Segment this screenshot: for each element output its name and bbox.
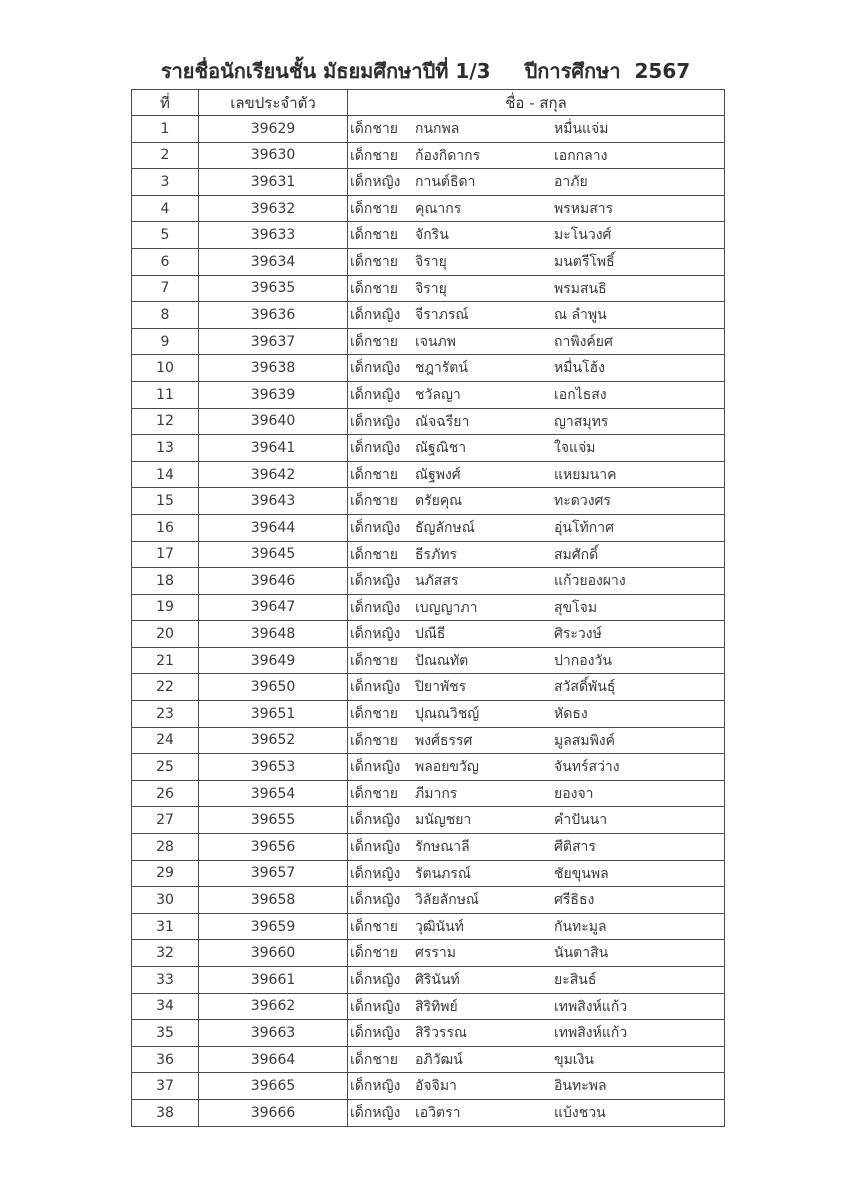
name-prefix: เด็กชาย xyxy=(350,732,398,749)
student-id: 39633 xyxy=(199,222,348,249)
last-name: ยะสินธ์ xyxy=(554,972,597,988)
row-number: 13 xyxy=(132,435,199,462)
first-name: ชวัลญา xyxy=(415,386,461,403)
first-name: ธัญลักษณ์ xyxy=(415,519,475,536)
first-name: จักริน xyxy=(415,227,449,244)
student-name-cell xyxy=(348,195,725,222)
row-number: 31 xyxy=(132,913,199,940)
student-id: 39643 xyxy=(199,488,348,515)
row-number: 36 xyxy=(132,1046,199,1073)
first-name: ณัฐณิชา xyxy=(415,440,467,457)
page-title xyxy=(0,55,851,87)
first-name: เจนภพ xyxy=(415,333,457,350)
student-id: 39636 xyxy=(199,302,348,329)
student-name-cell xyxy=(348,435,725,462)
header-student-id: เลขประจำตัว xyxy=(199,90,348,116)
row-number: 8 xyxy=(132,302,199,329)
row-number: 28 xyxy=(132,834,199,861)
last-name: นันตาสิน xyxy=(554,945,609,962)
table-row xyxy=(132,195,725,222)
table-row xyxy=(132,727,725,754)
table-row xyxy=(132,461,725,488)
row-number: 7 xyxy=(132,275,199,302)
first-name: นภัสสร xyxy=(415,573,459,590)
last-name: แหยมนาค xyxy=(554,466,617,483)
first-name: กนกพล xyxy=(415,121,460,137)
last-name: ญาสมุทร xyxy=(554,413,609,430)
name-prefix: เด็กหญิง xyxy=(350,1078,401,1095)
student-name-cell xyxy=(348,116,725,143)
last-name: พรมสนธิ xyxy=(554,280,607,297)
row-number: 10 xyxy=(132,355,199,382)
table-row xyxy=(132,913,725,940)
student-id: 39630 xyxy=(199,142,348,169)
student-name-cell xyxy=(348,754,725,781)
first-name: สิริทิพย์ xyxy=(415,998,458,1015)
row-number: 20 xyxy=(132,621,199,648)
first-name: ตรัยคุณ xyxy=(415,493,463,510)
student-name-cell xyxy=(348,807,725,834)
table-row xyxy=(132,621,725,648)
student-name-cell xyxy=(348,834,725,861)
row-number: 24 xyxy=(132,727,199,754)
student-name-cell xyxy=(348,142,725,169)
last-name: ถาพิงค์ยศ xyxy=(554,333,613,350)
row-number: 3 xyxy=(132,169,199,196)
first-name: ณัฐพงศ์ xyxy=(415,466,461,483)
student-name-cell xyxy=(348,355,725,382)
student-name-cell xyxy=(348,1073,725,1100)
header-full-name: ชื่อ - สกุล xyxy=(348,90,725,116)
row-number: 27 xyxy=(132,807,199,834)
student-id: 39654 xyxy=(199,780,348,807)
row-number: 26 xyxy=(132,780,199,807)
first-name: จิรายุ xyxy=(415,253,447,270)
last-name: มนตรีโพธิ์ xyxy=(554,253,615,270)
name-prefix: เด็กชาย xyxy=(350,333,398,350)
student-id: 39655 xyxy=(199,807,348,834)
row-number: 16 xyxy=(132,514,199,541)
first-name: ณัจฉรียา xyxy=(415,413,470,430)
student-name-cell xyxy=(348,514,725,541)
table-row xyxy=(132,248,725,275)
table-row xyxy=(132,514,725,541)
table-row xyxy=(132,594,725,621)
table-row xyxy=(132,408,725,435)
last-name: หมื่นแจ่ม xyxy=(554,121,609,137)
last-name: ศีติสาร xyxy=(554,839,596,856)
student-id: 39640 xyxy=(199,408,348,435)
student-name-cell xyxy=(348,913,725,940)
name-prefix: เด็กชาย xyxy=(350,706,398,723)
row-number: 22 xyxy=(132,674,199,701)
student-name-cell xyxy=(348,275,725,302)
last-name: จันทร์สว่าง xyxy=(554,759,620,776)
table-row xyxy=(132,940,725,967)
name-prefix: เด็กชาย xyxy=(350,466,398,483)
first-name: ก้องกิดากร xyxy=(415,147,481,164)
row-number: 38 xyxy=(132,1099,199,1126)
table-row xyxy=(132,541,725,568)
student-id: 39646 xyxy=(199,568,348,595)
student-id: 39666 xyxy=(199,1099,348,1126)
name-prefix: เด็กชาย xyxy=(350,918,398,935)
student-roster-table xyxy=(131,89,725,1127)
student-id: 39642 xyxy=(199,461,348,488)
student-name-cell xyxy=(348,887,725,914)
first-name: อภิวัฒน์ xyxy=(415,1051,463,1068)
student-name-cell xyxy=(348,621,725,648)
last-name: เอกไธสง xyxy=(554,386,607,403)
row-number: 34 xyxy=(132,993,199,1020)
row-number: 9 xyxy=(132,328,199,355)
student-id: 39632 xyxy=(199,195,348,222)
row-number: 25 xyxy=(132,754,199,781)
name-prefix: เด็กหญิง xyxy=(350,626,401,643)
table-row xyxy=(132,780,725,807)
first-name: ปุณณวิชญ์ xyxy=(415,706,480,723)
row-number: 32 xyxy=(132,940,199,967)
first-name: เบญญาภา xyxy=(415,599,478,616)
student-name-cell xyxy=(348,1046,725,1073)
name-prefix: เด็กหญิง xyxy=(350,972,401,988)
student-id: 39629 xyxy=(199,116,348,143)
first-name: มนัญชยา xyxy=(415,812,472,829)
last-name: อินทะพล xyxy=(554,1078,607,1095)
row-number: 35 xyxy=(132,1020,199,1047)
student-id: 39631 xyxy=(199,169,348,196)
last-name: อุ่นโท้กาศ xyxy=(554,519,614,536)
student-name-cell xyxy=(348,940,725,967)
table-body xyxy=(132,116,725,1127)
table-row xyxy=(132,222,725,249)
name-prefix: เด็กหญิง xyxy=(350,865,401,882)
last-name: แบ้งชวน xyxy=(554,1104,606,1121)
first-name: กานต์ธิดา xyxy=(415,174,476,191)
first-name: รักษณาลี xyxy=(415,839,470,856)
name-prefix: เด็กชาย xyxy=(350,945,398,962)
row-number: 5 xyxy=(132,222,199,249)
first-name: คุณากร xyxy=(415,200,462,217)
row-number: 23 xyxy=(132,701,199,728)
table-row xyxy=(132,1020,725,1047)
table-row xyxy=(132,435,725,462)
student-name-cell xyxy=(348,169,725,196)
name-prefix: เด็กชาย xyxy=(350,147,398,164)
student-id: 39664 xyxy=(199,1046,348,1073)
row-number: 19 xyxy=(132,594,199,621)
first-name: ธีรภัทร xyxy=(415,546,458,563)
table-row xyxy=(132,1099,725,1126)
last-name: หมื่นโฮ้ง xyxy=(554,360,605,377)
name-prefix: เด็กหญิง xyxy=(350,307,401,324)
last-name: พรหมสาร xyxy=(554,200,614,217)
first-name: พงศ์ธรรศ xyxy=(415,732,473,749)
first-name: อัจจิมา xyxy=(415,1078,457,1095)
first-name: วุฒินันท์ xyxy=(415,918,464,935)
name-prefix: เด็กชาย xyxy=(350,493,398,510)
class-label: รายชื่อนักเรียนชั้น มัธยมศึกษาปีที่ 1/3 xyxy=(160,59,491,83)
student-name-cell xyxy=(348,488,725,515)
student-name-cell xyxy=(348,993,725,1020)
student-id: 39641 xyxy=(199,435,348,462)
student-name-cell xyxy=(348,461,725,488)
student-name-cell xyxy=(348,381,725,408)
student-id: 39647 xyxy=(199,594,348,621)
student-name-cell xyxy=(348,1020,725,1047)
first-name: ภีมากร xyxy=(415,785,458,802)
table-row xyxy=(132,116,725,143)
row-number: 15 xyxy=(132,488,199,515)
table-row xyxy=(132,328,725,355)
name-prefix: เด็กหญิง xyxy=(350,573,401,590)
student-name-cell xyxy=(348,408,725,435)
table-row xyxy=(132,302,725,329)
name-prefix: เด็กหญิง xyxy=(350,1025,401,1042)
last-name: สมศักดิ์ xyxy=(554,546,599,563)
student-id: 39634 xyxy=(199,248,348,275)
name-prefix: เด็กหญิง xyxy=(350,599,401,616)
first-name: ชฎารัตน์ xyxy=(415,360,468,377)
last-name: สุขโจม xyxy=(554,599,598,616)
academic-year-label: ปีการศึกษา 2567 xyxy=(524,59,691,83)
student-id: 39653 xyxy=(199,754,348,781)
last-name: กันทะมูล xyxy=(554,918,607,935)
name-prefix: เด็กหญิง xyxy=(350,679,401,696)
last-name: สวัสดิ์พันธุ์ xyxy=(554,679,616,696)
student-id: 39665 xyxy=(199,1073,348,1100)
student-name-cell xyxy=(348,701,725,728)
first-name: ปิยาพัชร xyxy=(415,679,467,696)
name-prefix: เด็กหญิง xyxy=(350,174,401,191)
student-id: 39637 xyxy=(199,328,348,355)
first-name: จิรายุ xyxy=(415,280,447,297)
table-row xyxy=(132,674,725,701)
student-id: 39656 xyxy=(199,834,348,861)
student-id: 39650 xyxy=(199,674,348,701)
last-name: แก้วยองผาง xyxy=(554,573,626,590)
table-row xyxy=(132,887,725,914)
last-name: อาภัย xyxy=(554,174,588,191)
last-name: ศิระวงษ์ xyxy=(554,626,602,643)
student-name-cell xyxy=(348,1099,725,1126)
student-id: 39639 xyxy=(199,381,348,408)
name-prefix: เด็กหญิง xyxy=(350,998,401,1015)
last-name: ชัยขุนพล xyxy=(554,865,609,882)
name-prefix: เด็กหญิง xyxy=(350,812,401,829)
last-name: ทะดวงศร xyxy=(554,493,611,510)
student-id: 39644 xyxy=(199,514,348,541)
student-id: 39659 xyxy=(199,913,348,940)
student-id: 39651 xyxy=(199,701,348,728)
table-header-row xyxy=(132,90,725,116)
table-row xyxy=(132,381,725,408)
student-id: 39662 xyxy=(199,993,348,1020)
table-row xyxy=(132,967,725,994)
student-name-cell xyxy=(348,302,725,329)
name-prefix: เด็กหญิง xyxy=(350,892,401,909)
student-name-cell xyxy=(348,647,725,674)
last-name: ขุมเงิน xyxy=(554,1051,594,1068)
student-id: 39652 xyxy=(199,727,348,754)
name-prefix: เด็กหญิง xyxy=(350,440,401,457)
table-row xyxy=(132,807,725,834)
student-id: 39660 xyxy=(199,940,348,967)
student-id: 39663 xyxy=(199,1020,348,1047)
last-name: ศรีธิธง xyxy=(554,892,595,909)
last-name: มะโนวงศ์ xyxy=(554,227,612,244)
student-name-cell xyxy=(348,248,725,275)
last-name: ปากองวัน xyxy=(554,652,612,669)
name-prefix: เด็กชาย xyxy=(350,280,398,297)
student-name-cell xyxy=(348,568,725,595)
row-number: 37 xyxy=(132,1073,199,1100)
name-prefix: เด็กชาย xyxy=(350,652,398,669)
row-number: 14 xyxy=(132,461,199,488)
name-prefix: เด็กหญิง xyxy=(350,519,401,536)
name-prefix: เด็กชาย xyxy=(350,546,398,563)
student-name-cell xyxy=(348,860,725,887)
table-row xyxy=(132,1046,725,1073)
last-name: เอกกลาง xyxy=(554,147,608,164)
student-name-cell xyxy=(348,541,725,568)
student-name-cell xyxy=(348,594,725,621)
table-row xyxy=(132,834,725,861)
first-name: ปัณณทัต xyxy=(415,652,469,669)
student-id: 39661 xyxy=(199,967,348,994)
name-prefix: เด็กชาย xyxy=(350,200,398,217)
name-prefix: เด็กหญิง xyxy=(350,839,401,856)
first-name: สิริวรรณ xyxy=(415,1025,467,1042)
student-id: 39658 xyxy=(199,887,348,914)
table-row xyxy=(132,647,725,674)
table-row xyxy=(132,860,725,887)
table-row xyxy=(132,275,725,302)
student-id: 39657 xyxy=(199,860,348,887)
row-number: 11 xyxy=(132,381,199,408)
last-name: ณ ลำพูน xyxy=(554,307,607,324)
student-id: 39635 xyxy=(199,275,348,302)
first-name: ศิรินันท์ xyxy=(415,972,460,988)
row-number: 4 xyxy=(132,195,199,222)
row-number: 33 xyxy=(132,967,199,994)
student-name-cell xyxy=(348,328,725,355)
row-number: 17 xyxy=(132,541,199,568)
last-name: หัดธง xyxy=(554,706,588,723)
student-name-cell xyxy=(348,222,725,249)
table-row xyxy=(132,568,725,595)
last-name: ยองจา xyxy=(554,785,594,802)
table-row xyxy=(132,1073,725,1100)
name-prefix: เด็กชาย xyxy=(350,121,398,137)
name-prefix: เด็กหญิง xyxy=(350,360,401,377)
table-row xyxy=(132,993,725,1020)
student-name-cell xyxy=(348,674,725,701)
header-number: ที่ xyxy=(132,90,199,116)
name-prefix: เด็กหญิง xyxy=(350,386,401,403)
first-name: พลอยขวัญ xyxy=(415,759,479,776)
table-row xyxy=(132,142,725,169)
name-prefix: เด็กชาย xyxy=(350,253,398,270)
table-row xyxy=(132,355,725,382)
first-name: ศรราม xyxy=(415,945,457,962)
student-id: 39638 xyxy=(199,355,348,382)
last-name: เทพสิงห์แก้ว xyxy=(554,998,628,1015)
row-number: 12 xyxy=(132,408,199,435)
name-prefix: เด็กหญิง xyxy=(350,759,401,776)
first-name: รัตนภรณ์ xyxy=(415,865,471,882)
row-number: 6 xyxy=(132,248,199,275)
student-id: 39645 xyxy=(199,541,348,568)
student-name-cell xyxy=(348,780,725,807)
name-prefix: เด็กหญิง xyxy=(350,413,401,430)
table-row xyxy=(132,701,725,728)
first-name: จีราภรณ์ xyxy=(415,307,469,324)
name-prefix: เด็กชาย xyxy=(350,227,398,244)
table-row xyxy=(132,488,725,515)
row-number: 1 xyxy=(132,116,199,143)
student-id: 39648 xyxy=(199,621,348,648)
row-number: 29 xyxy=(132,860,199,887)
name-prefix: เด็กชาย xyxy=(350,785,398,802)
table-row xyxy=(132,754,725,781)
row-number: 18 xyxy=(132,568,199,595)
first-name: ปณีธี xyxy=(415,626,446,643)
row-number: 2 xyxy=(132,142,199,169)
row-number: 21 xyxy=(132,647,199,674)
last-name: คำปันนา xyxy=(554,812,608,829)
student-name-cell xyxy=(348,727,725,754)
student-id: 39649 xyxy=(199,647,348,674)
last-name: เทพสิงห์แก้ว xyxy=(554,1025,628,1042)
last-name: มูลสมพิงค์ xyxy=(554,732,616,749)
student-name-cell xyxy=(348,967,725,994)
last-name: ใจแจ่ม xyxy=(554,440,596,457)
first-name: เอวิตรา xyxy=(415,1104,461,1121)
first-name: วิลัยลักษณ์ xyxy=(415,892,479,909)
row-number: 30 xyxy=(132,887,199,914)
name-prefix: เด็กหญิง xyxy=(350,1104,401,1121)
table-row xyxy=(132,169,725,196)
name-prefix: เด็กชาย xyxy=(350,1051,398,1068)
